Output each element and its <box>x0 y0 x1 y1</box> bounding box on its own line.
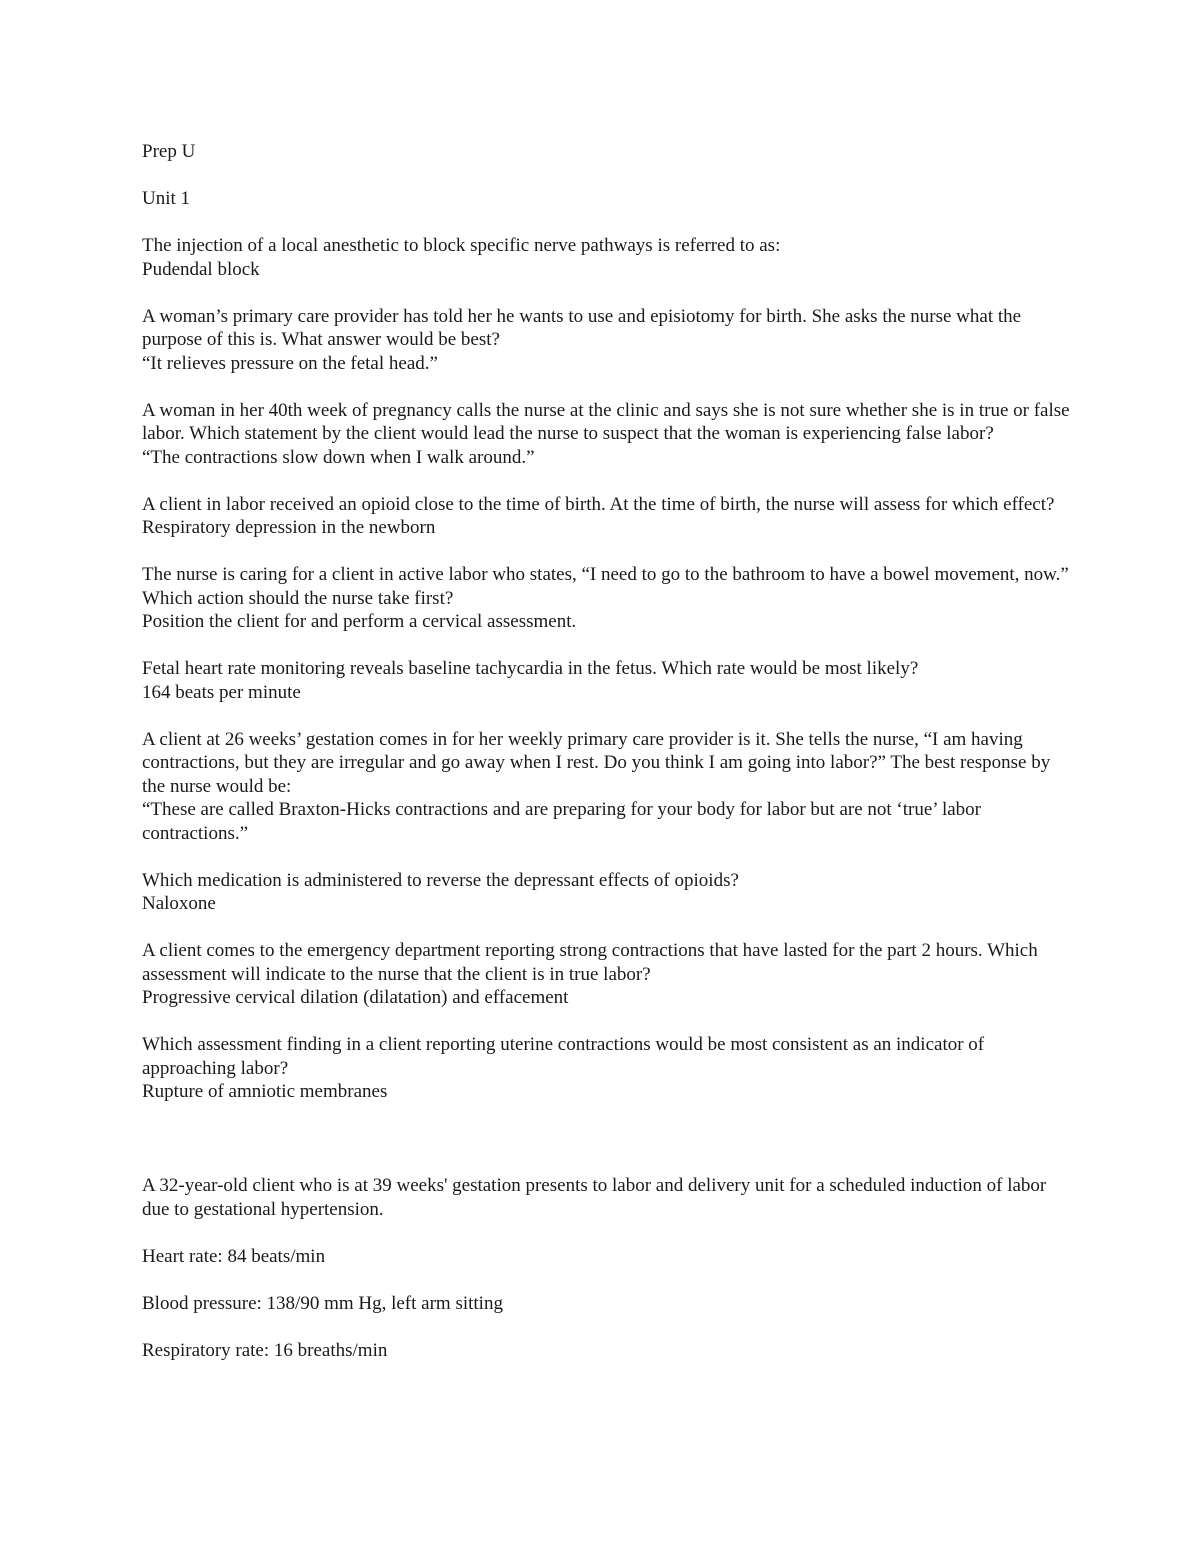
answer-text: 164 beats per minute <box>142 681 301 703</box>
question-text: A woman in her 40th week of pregnancy calls the nurse at the clinic and says she is not sure whether she is in true or false labor. Which statement by the client would lead the nurse to suspect that the woman is experiencing false labor? <box>142 399 1070 444</box>
answer-text: Position the client for and perform a cervical assessment. <box>142 611 577 632</box>
question-text: The injection of a local anesthetic to block specific nerve pathways is referred to as: <box>142 235 781 256</box>
qa-item <box>142 657 1072 704</box>
blank-spacer <box>142 1127 1072 1174</box>
vital-heart-rate: Heart rate: 84 beats/min <box>142 1245 326 1267</box>
answer-text: “These are called Braxton-Hicks contractions and are preparing for your body for labor but are not ‘true’ labor contractions.” <box>142 799 981 844</box>
question-text: A client at 26 weeks’ gestation comes in for her weekly primary care provider is it. She tells the nurse, “I am having contractions, but they are irregular and go away when I rest. Do you think I am going into labor?” The best response by the nurse would be: <box>142 728 1051 797</box>
vital-respiratory-rate: Respiratory rate: 16 breaths/min <box>142 1339 388 1361</box>
question-text: A client comes to the emergency department reporting strong contractions that have lasted for the part 2 hours. Which assessment will indicate to the nurse that the client is in true labor? <box>142 940 1038 985</box>
qa-item <box>142 563 1072 634</box>
qa-item <box>142 939 1072 1010</box>
qa-item <box>142 869 1072 916</box>
answer-text: Naloxone <box>142 893 216 914</box>
question-text: Fetal heart rate monitoring reveals baseline tachycardia in the fetus. Which rate would be most likely? <box>142 658 919 679</box>
question-text: Which assessment finding in a client reporting uterine contractions would be most consistent as an indicator of approaching labor? <box>142 1034 985 1079</box>
qa-item <box>142 234 1072 281</box>
qa-item <box>142 1033 1072 1104</box>
answer-text: “The contractions slow down when I walk around.” <box>142 446 535 468</box>
document-body <box>142 140 1072 1386</box>
answer-text: Pudendal block <box>142 258 260 280</box>
question-text: A client in labor received an opioid close to the time of birth. At the time of birth, the nurse will assess for which effect? <box>142 493 1055 515</box>
vital-blood-pressure: Blood pressure: 138/90 mm Hg, left arm sitting <box>142 1292 503 1314</box>
answer-text: “It relieves pressure on the fetal head.” <box>142 352 438 374</box>
qa-item <box>142 399 1072 470</box>
answer-text: Respiratory depression in the newborn <box>142 517 436 538</box>
answer-text: Progressive cervical dilation (dilatation) and effacement <box>142 987 569 1008</box>
qa-item <box>142 305 1072 376</box>
question-text: Which medication is administered to reverse the depressant effects of opioids? <box>142 869 739 891</box>
unit-heading: Unit 1 <box>142 188 191 209</box>
answer-text: Rupture of amniotic membranes <box>142 1081 388 1102</box>
qa-item <box>142 493 1072 540</box>
question-text: A woman’s primary care provider has told her he wants to use and episiotomy for birth. She asks the nurse what the purpose of this is. What answer would be best? <box>142 305 1022 350</box>
question-text: The nurse is caring for a client in active labor who states, “I need to go to the bathroom to have a bowel movement, now.” Which action should the nurse take first? <box>142 564 1069 609</box>
document-title: Prep U <box>142 141 196 162</box>
qa-item <box>142 728 1072 846</box>
case-intro: A 32-year-old client who is at 39 weeks' gestation presents to labor and delivery unit for a scheduled induction of labor due to gestational hypertension. <box>142 1175 1047 1220</box>
